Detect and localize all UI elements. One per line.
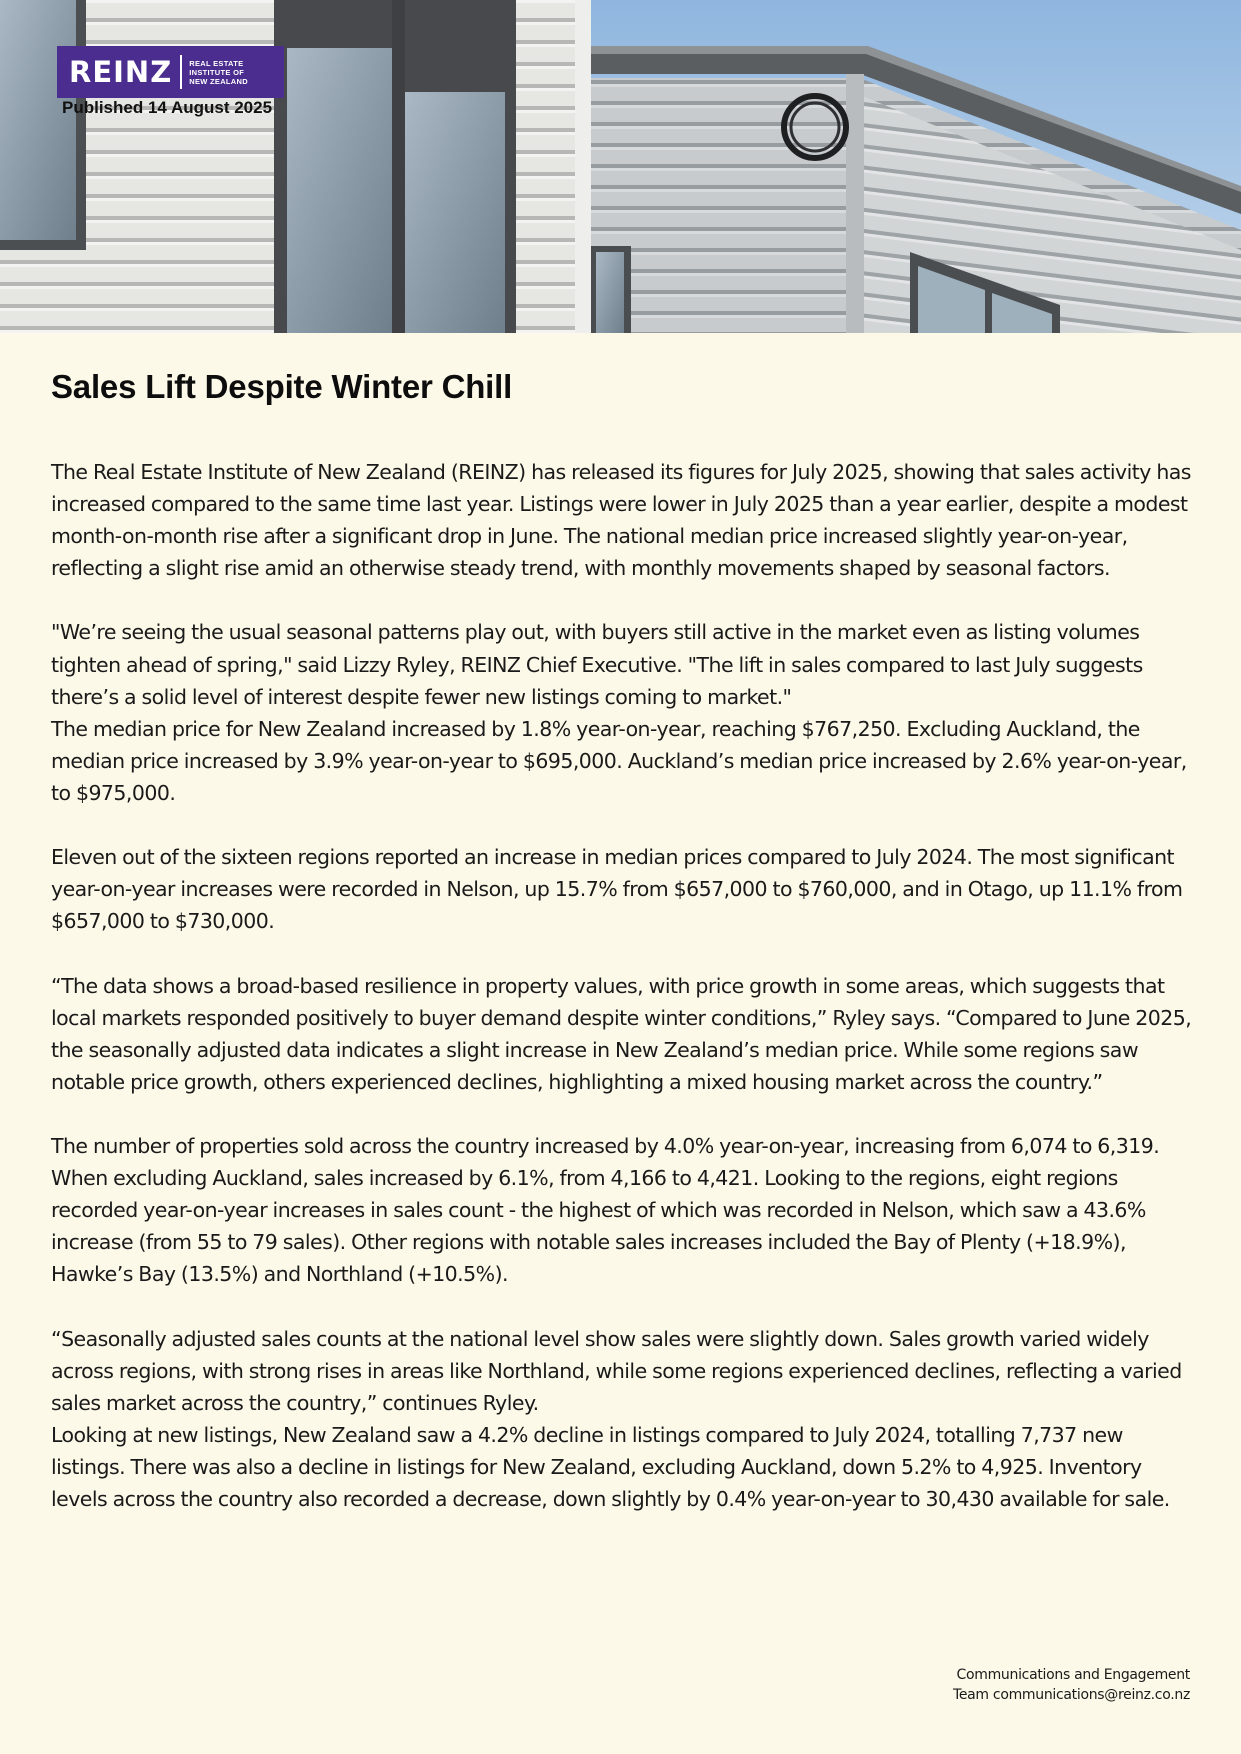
paragraph-quote-ryley: "We’re seeing the usual seasonal patterns play out, with buyers still active in the market even as listing volumes tighten ahead of spring," said Lizzy Ryley, REINZ Chief Executive. "The lift in sales compared to last July suggests there’s a solid level of interest despite fewer new listings coming to market." (51, 620, 1143, 709)
paragraph-median-price: The median price for New Zealand increased by 1.8% year-on-year, reaching $767,250. Excluding Auckland, the median price increased by 3.9% year-on-year to $695,000. Auckland’s median price increased by 2.6% year-on-year, to $975,000. (51, 716, 1187, 805)
paragraph-regions: Eleven out of the sixteen regions reported an increase in median prices compared to July 2024. The most significant year-on-year increases were recorded in Nelson, up 15.7% from $657,000 to $760,000, and in Otago, up 11.1% from $657,000 to $730,000. (51, 845, 1183, 934)
footer-email-line: Team communications@reinz.co.nz (952, 1687, 1190, 1703)
paragraph-intro: The Real Estate Institute of New Zealand (REINZ) has released its figures for July 2025, showing that sales activity has increased compared to the same time last year. Listings were lower in July 2025 than a year earlier, despite a modest month-on-month rise after a significant drop in June. The national median price increased slightly year-on-year, reflecting a slight rise amid an otherwise steady trend, with monthly movements shaped by seasonal factors. (51, 460, 1191, 581)
logo-divider (180, 55, 182, 89)
paragraph-listings: Looking at new listings, New Zealand saw a 4.2% decline in listings compared to July 2024, totalling 7,737 new listings. There was also a decline in listings for New Zealand, excluding Auckland, down 5.2% to 4,925. Inventory levels across the country also recorded a decrease, down slightly by 0.4% year-on-year to 30,430 available for sale. (51, 1422, 1170, 1511)
article-body (51, 456, 1201, 1515)
paragraph-quote-seasonal: “Seasonally adjusted sales counts at the national level show sales were slightly down. Sales growth varied widely across regions, with strong rises in areas like Northland, while some regions experienced declines, reflecting a varied sales market across the country,” continues Ryley. (51, 1326, 1182, 1415)
footer-contact (953, 1665, 1190, 1705)
article-title: Sales Lift Despite Winter Chill (51, 368, 513, 405)
logo-subtitle: REAL ESTATE INSTITUTE OF NEW ZEALAND (189, 58, 248, 86)
logo-wordmark: REINZ (69, 55, 173, 89)
reinz-logo (57, 46, 284, 98)
paragraph-quote-resilience: “The data shows a broad-based resilience in property values, with price growth in some areas, which suggests that local markets responded positively to buyer demand despite winter conditions,” Ryley says. “Compared to June 2025, the seasonally adjusted data indicates a slight increase in New Zealand’s median price. While some regions saw notable price growth, others experienced declines, highlighting a mixed housing market across the country.” (51, 973, 1192, 1094)
footer-team-line: Communications and Engagement (956, 1667, 1190, 1683)
published-date: Published 14 August 2025 (62, 98, 273, 117)
paragraph-sales-count: The number of properties sold across the country increased by 4.0% year-on-year, increasing from 6,074 to 6,319. When excluding Auckland, sales increased by 6.1%, from 4,166 to 4,421. Looking to the regions, eight regions recorded year-on-year increases in sales count - the highest of which was recorded in Nelson, which saw a 43.6% increase (from 55 to 79 sales). Other regions with notable sales increases included the Bay of Plenty (+18.9%), Hawke’s Bay (13.5%) and Northland (+10.5%). (51, 1133, 1160, 1287)
